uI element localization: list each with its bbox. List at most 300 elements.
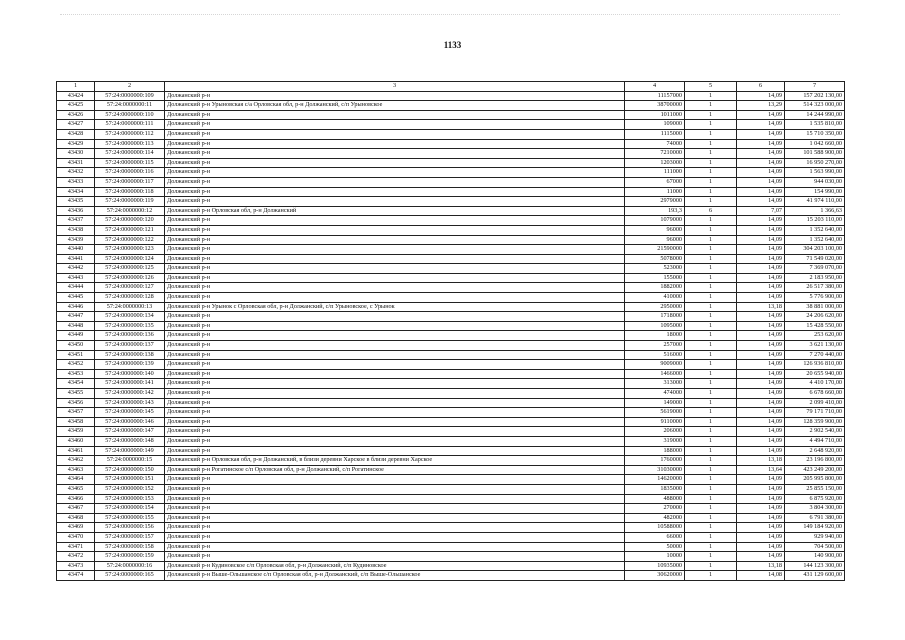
- group-cell: 1: [685, 379, 737, 389]
- row-number-cell: 43448: [57, 321, 95, 331]
- specific-value-cell: 14,09: [737, 283, 785, 293]
- table-row: [57, 120, 845, 130]
- group-cell: 1: [685, 427, 737, 437]
- row-number-cell: 43456: [57, 398, 95, 408]
- location-description-cell: Должанский р-н: [165, 350, 625, 360]
- area-cell: 7210000: [625, 149, 685, 159]
- group-cell: 1: [685, 456, 737, 466]
- group-cell: 1: [685, 475, 737, 485]
- location-description-cell: Должанский р-н: [165, 504, 625, 514]
- row-number-cell: 43454: [57, 379, 95, 389]
- location-description-cell: Должанский р-н: [165, 389, 625, 399]
- group-cell: 1: [685, 484, 737, 494]
- specific-value-cell: 14,09: [737, 552, 785, 562]
- table-row: [57, 532, 845, 542]
- cadastral-value-cell: 1 535 810,00: [785, 120, 845, 130]
- cadastral-value-cell: 25 855 150,00: [785, 484, 845, 494]
- area-cell: 30620000: [625, 571, 685, 581]
- area-cell: 523000: [625, 264, 685, 274]
- specific-value-cell: 14,09: [737, 360, 785, 370]
- table-row: [57, 129, 845, 139]
- specific-value-cell: 14,09: [737, 389, 785, 399]
- specific-value-cell: 14,09: [737, 532, 785, 542]
- table-row: [57, 264, 845, 274]
- table-row: [57, 139, 845, 149]
- area-cell: 10588000: [625, 523, 685, 533]
- group-cell: 1: [685, 187, 737, 197]
- cadastral-value-cell: 704 500,00: [785, 542, 845, 552]
- table-row: [57, 158, 845, 168]
- location-description-cell: Должанский р-н: [165, 341, 625, 351]
- row-number-cell: 43435: [57, 197, 95, 207]
- cadastral-number-cell: 57:24:0000000:139: [95, 360, 165, 370]
- table-row: [57, 369, 845, 379]
- cadastral-number-cell: 57:24:0000000:113: [95, 139, 165, 149]
- cadastral-number-cell: 57:24:0000000:157: [95, 532, 165, 542]
- row-number-cell: 43431: [57, 158, 95, 168]
- area-cell: 11000: [625, 187, 685, 197]
- area-cell: 410000: [625, 293, 685, 303]
- location-description-cell: Должанский р-н: [165, 235, 625, 245]
- specific-value-cell: 13,18: [737, 456, 785, 466]
- area-cell: 1203000: [625, 158, 685, 168]
- specific-value-cell: 14,09: [737, 542, 785, 552]
- location-description-cell: Должанский р-н: [165, 427, 625, 437]
- table-row: [57, 513, 845, 523]
- table-row: [57, 321, 845, 331]
- table-row: [57, 417, 845, 427]
- table-row: [57, 446, 845, 456]
- cadastral-number-cell: 57:24:0000000:109: [95, 91, 165, 101]
- row-number-cell: 43462: [57, 456, 95, 466]
- group-cell: 1: [685, 225, 737, 235]
- cadastral-number-cell: 57:24:0000000:15: [95, 456, 165, 466]
- cadastral-number-cell: 57:24:0000000:119: [95, 197, 165, 207]
- table-row: [57, 571, 845, 581]
- group-cell: 1: [685, 561, 737, 571]
- cadastral-value-cell: 15 203 110,00: [785, 216, 845, 226]
- table-row: [57, 379, 845, 389]
- table-row: [57, 293, 845, 303]
- table-row: [57, 561, 845, 571]
- area-cell: 2950000: [625, 302, 685, 312]
- table-row: [57, 350, 845, 360]
- area-cell: 74000: [625, 139, 685, 149]
- cadastral-number-cell: 57:24:0000000:152: [95, 484, 165, 494]
- location-description-cell: Должанский р-н: [165, 139, 625, 149]
- cadastral-value-cell: 6 791 380,00: [785, 513, 845, 523]
- table-row: [57, 360, 845, 370]
- table-row: [57, 398, 845, 408]
- cadastral-number-cell: 57:24:0000000:125: [95, 264, 165, 274]
- cadastral-value-cell: 7 270 440,00: [785, 350, 845, 360]
- group-cell: 1: [685, 293, 737, 303]
- table-header-row: [57, 82, 845, 92]
- group-cell: 1: [685, 494, 737, 504]
- location-description-cell: Должанский р-н: [165, 293, 625, 303]
- area-cell: 1115000: [625, 129, 685, 139]
- row-number-cell: 43439: [57, 235, 95, 245]
- specific-value-cell: 14,09: [737, 158, 785, 168]
- location-description-cell: Должанский р-н: [165, 225, 625, 235]
- cadastral-number-cell: 57:24:0000000:156: [95, 523, 165, 533]
- location-description-cell: Должанский р-н: [165, 187, 625, 197]
- cadastral-number-cell: 57:24:0000000:117: [95, 177, 165, 187]
- table-row: [57, 542, 845, 552]
- specific-value-cell: 14,09: [737, 446, 785, 456]
- area-cell: 31030000: [625, 465, 685, 475]
- location-description-cell: Должанский р-н: [165, 436, 625, 446]
- location-description-cell: Должанский р-н: [165, 283, 625, 293]
- group-cell: 1: [685, 417, 737, 427]
- row-number-cell: 43463: [57, 465, 95, 475]
- table-row: [57, 341, 845, 351]
- location-description-cell: Должанский р-н: [165, 149, 625, 159]
- area-cell: 10935000: [625, 561, 685, 571]
- cadastral-value-cell: 1 352 640,00: [785, 225, 845, 235]
- location-description-cell: Должанский р-н: [165, 542, 625, 552]
- table-row: [57, 91, 845, 101]
- area-cell: 2979000: [625, 197, 685, 207]
- row-number-cell: 43434: [57, 187, 95, 197]
- row-number-cell: 43453: [57, 369, 95, 379]
- table-row: [57, 225, 845, 235]
- specific-value-cell: 7,07: [737, 206, 785, 216]
- table-row: [57, 168, 845, 178]
- specific-value-cell: 14,09: [737, 504, 785, 514]
- row-number-cell: 43432: [57, 168, 95, 178]
- area-cell: 109000: [625, 120, 685, 130]
- table-row: [57, 389, 845, 399]
- cadastral-value-cell: 15 428 550,00: [785, 321, 845, 331]
- cadastral-number-cell: 57:24:0000000:136: [95, 331, 165, 341]
- group-cell: 1: [685, 408, 737, 418]
- specific-value-cell: 14,09: [737, 168, 785, 178]
- area-cell: 516000: [625, 350, 685, 360]
- cadastral-value-cell: 3 621 130,00: [785, 341, 845, 351]
- group-cell: 1: [685, 235, 737, 245]
- specific-value-cell: 14,09: [737, 350, 785, 360]
- specific-value-cell: 14,09: [737, 369, 785, 379]
- cadastral-value-cell: 1 366,63: [785, 206, 845, 216]
- group-cell: 1: [685, 254, 737, 264]
- row-number-cell: 43467: [57, 504, 95, 514]
- cadastral-value-cell: 14 244 990,00: [785, 110, 845, 120]
- area-cell: 11157000: [625, 91, 685, 101]
- area-cell: 313000: [625, 379, 685, 389]
- specific-value-cell: 14,09: [737, 408, 785, 418]
- cadastral-value-cell: 144 123 300,00: [785, 561, 845, 571]
- group-cell: 1: [685, 312, 737, 322]
- cadastral-value-cell: 2 183 950,00: [785, 273, 845, 283]
- specific-value-cell: 14,09: [737, 197, 785, 207]
- area-cell: 1095000: [625, 321, 685, 331]
- specific-value-cell: 14,09: [737, 264, 785, 274]
- specific-value-cell: 14,09: [737, 110, 785, 120]
- area-cell: 270000: [625, 504, 685, 514]
- row-number-cell: 43460: [57, 436, 95, 446]
- group-cell: 1: [685, 120, 737, 130]
- col-header-5: 5: [685, 82, 737, 92]
- cadastral-number-cell: 57:24:0000000:150: [95, 465, 165, 475]
- row-number-cell: 43468: [57, 513, 95, 523]
- group-cell: 1: [685, 273, 737, 283]
- group-cell: 1: [685, 302, 737, 312]
- group-cell: 1: [685, 216, 737, 226]
- cadastral-value-cell: 1 042 660,00: [785, 139, 845, 149]
- cadastral-value-cell: 944 030,00: [785, 177, 845, 187]
- group-cell: 1: [685, 158, 737, 168]
- cadastral-number-cell: 57:24:0000000:126: [95, 273, 165, 283]
- cadastral-value-cell: 6 875 920,00: [785, 494, 845, 504]
- cadastral-number-cell: 57:24:0000000:120: [95, 216, 165, 226]
- table-row: [57, 312, 845, 322]
- cadastral-number-cell: 57:24:0000000:127: [95, 283, 165, 293]
- cadastral-number-cell: 57:24:0000000:143: [95, 398, 165, 408]
- location-description-cell: Должанский р-н Кудиновское с/п Орловская обл, р-н Должанский, с/п Кудиновское: [165, 561, 625, 571]
- location-description-cell: Должанский р-н: [165, 321, 625, 331]
- location-description-cell: Должанский р-н Урынок с Орловская обл, р-н Должанский, с/п Урыновское, с Урынок: [165, 302, 625, 312]
- specific-value-cell: 14,09: [737, 312, 785, 322]
- row-number-cell: 43442: [57, 264, 95, 274]
- group-cell: 6: [685, 206, 737, 216]
- cadastral-value-cell: 126 936 810,00: [785, 360, 845, 370]
- specific-value-cell: 14,08: [737, 571, 785, 581]
- row-number-cell: 43443: [57, 273, 95, 283]
- table-row: [57, 216, 845, 226]
- row-number-cell: 43430: [57, 149, 95, 159]
- area-cell: 474000: [625, 389, 685, 399]
- location-description-cell: Должанский р-н: [165, 158, 625, 168]
- group-cell: 1: [685, 542, 737, 552]
- cadastral-number-cell: 57:24:0000000:12: [95, 206, 165, 216]
- cadastral-number-cell: 57:24:0000000:110: [95, 110, 165, 120]
- area-cell: 5078000: [625, 254, 685, 264]
- location-description-cell: Должанский р-н: [165, 254, 625, 264]
- area-cell: 14620000: [625, 475, 685, 485]
- cadastral-number-cell: 57:24:0000000:151: [95, 475, 165, 485]
- location-description-cell: Должанский р-н: [165, 523, 625, 533]
- location-description-cell: Должанский р-н Выше-Ольшанское с/п Орловская обл, р-н Должанский, с/п Выше-Ольшанское: [165, 571, 625, 581]
- table-row: [57, 456, 845, 466]
- cadastral-value-cell: 929 940,00: [785, 532, 845, 542]
- specific-value-cell: 14,09: [737, 225, 785, 235]
- row-number-cell: 43457: [57, 408, 95, 418]
- specific-value-cell: 14,09: [737, 331, 785, 341]
- location-description-cell: Должанский р-н: [165, 120, 625, 130]
- group-cell: 1: [685, 532, 737, 542]
- col-header-2: 2: [95, 82, 165, 92]
- table-row: [57, 283, 845, 293]
- cadastral-number-cell: 57:24:0000000:128: [95, 293, 165, 303]
- group-cell: 1: [685, 139, 737, 149]
- location-description-cell: Должанский р-н: [165, 494, 625, 504]
- group-cell: 1: [685, 341, 737, 351]
- location-description-cell: Должанский р-н: [165, 273, 625, 283]
- location-description-cell: Должанский р-н Рогатинское с/п Орловская обл, р-н Должанский, с/п Рогатинское: [165, 465, 625, 475]
- row-number-cell: 43458: [57, 417, 95, 427]
- row-number-cell: 43471: [57, 542, 95, 552]
- group-cell: 1: [685, 523, 737, 533]
- table-row: [57, 331, 845, 341]
- table-row: [57, 552, 845, 562]
- area-cell: 10000: [625, 552, 685, 562]
- table-row: [57, 523, 845, 533]
- row-number-cell: 43473: [57, 561, 95, 571]
- specific-value-cell: 14,09: [737, 235, 785, 245]
- cadastral-value-cell: 24 206 620,00: [785, 312, 845, 322]
- cadastral-number-cell: 57:24:0000000:154: [95, 504, 165, 514]
- row-number-cell: 43466: [57, 494, 95, 504]
- location-description-cell: Должанский р-н: [165, 360, 625, 370]
- location-description-cell: Должанский р-н: [165, 446, 625, 456]
- location-description-cell: Должанский р-н: [165, 177, 625, 187]
- group-cell: 1: [685, 571, 737, 581]
- cadastral-value-cell: 23 196 800,00: [785, 456, 845, 466]
- cadastral-number-cell: 57:24:0000000:165: [95, 571, 165, 581]
- row-number-cell: 43464: [57, 475, 95, 485]
- cadastral-number-cell: 57:24:0000000:121: [95, 225, 165, 235]
- cadastral-value-cell: 16 950 270,00: [785, 158, 845, 168]
- location-description-cell: Должанский р-н: [165, 532, 625, 542]
- area-cell: 96000: [625, 235, 685, 245]
- row-number-cell: 43428: [57, 129, 95, 139]
- area-cell: 188000: [625, 446, 685, 456]
- row-number-cell: 43424: [57, 91, 95, 101]
- area-cell: 9009000: [625, 360, 685, 370]
- row-number-cell: 43441: [57, 254, 95, 264]
- cadastral-number-cell: 57:24:0000000:13: [95, 302, 165, 312]
- cadastral-number-cell: 57:24:0000000:141: [95, 379, 165, 389]
- cadastral-value-cell: 205 995 800,00: [785, 475, 845, 485]
- table-row: [57, 494, 845, 504]
- cadastral-value-cell: 4 494 710,00: [785, 436, 845, 446]
- cadastral-number-cell: 57:24:0000000:140: [95, 369, 165, 379]
- specific-value-cell: 14,09: [737, 245, 785, 255]
- group-cell: 1: [685, 446, 737, 456]
- table-row: [57, 177, 845, 187]
- group-cell: 1: [685, 436, 737, 446]
- location-description-cell: Должанский р-н: [165, 312, 625, 322]
- table-row: [57, 110, 845, 120]
- table-row: [57, 484, 845, 494]
- table-row: [57, 465, 845, 475]
- cadastral-number-cell: 57:24:0000000:135: [95, 321, 165, 331]
- group-cell: 1: [685, 398, 737, 408]
- specific-value-cell: 14,09: [737, 91, 785, 101]
- cadastral-number-cell: 57:24:0000000:155: [95, 513, 165, 523]
- location-description-cell: Должанский р-н: [165, 129, 625, 139]
- location-description-cell: Должанский р-н: [165, 379, 625, 389]
- specific-value-cell: 14,09: [737, 427, 785, 437]
- row-number-cell: 43444: [57, 283, 95, 293]
- area-cell: 38700000: [625, 101, 685, 111]
- area-cell: 21590000: [625, 245, 685, 255]
- area-cell: 67000: [625, 177, 685, 187]
- cadastral-number-cell: 57:24:0000000:145: [95, 408, 165, 418]
- specific-value-cell: 13,18: [737, 561, 785, 571]
- area-cell: 1760000: [625, 456, 685, 466]
- group-cell: 1: [685, 245, 737, 255]
- table-row: [57, 197, 845, 207]
- table-body: [57, 91, 845, 580]
- specific-value-cell: 13,64: [737, 465, 785, 475]
- area-cell: 1011000: [625, 110, 685, 120]
- cadastral-number-cell: 57:24:0000000:118: [95, 187, 165, 197]
- cadastral-value-cell: 4 410 170,00: [785, 379, 845, 389]
- cadastral-value-cell: 101 588 900,00: [785, 149, 845, 159]
- area-cell: 482000: [625, 513, 685, 523]
- specific-value-cell: 13,18: [737, 302, 785, 312]
- specific-value-cell: 14,09: [737, 475, 785, 485]
- row-number-cell: 43470: [57, 532, 95, 542]
- area-cell: 257000: [625, 341, 685, 351]
- cadastral-number-cell: 57:24:0000000:111: [95, 120, 165, 130]
- group-cell: 1: [685, 177, 737, 187]
- table-row: [57, 245, 845, 255]
- specific-value-cell: 14,09: [737, 129, 785, 139]
- cadastral-number-cell: 57:24:0000000:138: [95, 350, 165, 360]
- group-cell: 1: [685, 110, 737, 120]
- group-cell: 1: [685, 283, 737, 293]
- location-description-cell: Должанский р-н: [165, 408, 625, 418]
- specific-value-cell: 14,09: [737, 398, 785, 408]
- cadastral-value-cell: 157 202 130,00: [785, 91, 845, 101]
- area-cell: 66000: [625, 532, 685, 542]
- group-cell: 1: [685, 513, 737, 523]
- cadastral-value-cell: 253 620,00: [785, 331, 845, 341]
- cadastral-number-cell: 57:24:0000000:159: [95, 552, 165, 562]
- location-description-cell: Должанский р-н: [165, 91, 625, 101]
- cadastral-value-table: [56, 81, 845, 581]
- group-cell: 1: [685, 91, 737, 101]
- location-description-cell: Должанский р-н: [165, 245, 625, 255]
- specific-value-cell: 14,09: [737, 177, 785, 187]
- group-cell: 1: [685, 350, 737, 360]
- cadastral-number-cell: 57:24:0000000:146: [95, 417, 165, 427]
- location-description-cell: Должанский р-н: [165, 168, 625, 178]
- cadastral-number-cell: 57:24:0000000:148: [95, 436, 165, 446]
- area-cell: 206000: [625, 427, 685, 437]
- col-header-4: 4: [625, 82, 685, 92]
- specific-value-cell: 14,09: [737, 417, 785, 427]
- specific-value-cell: 14,09: [737, 484, 785, 494]
- specific-value-cell: 14,09: [737, 187, 785, 197]
- specific-value-cell: 13,29: [737, 101, 785, 111]
- cadastral-value-cell: 41 974 110,00: [785, 197, 845, 207]
- cadastral-value-cell: 423 249 200,00: [785, 465, 845, 475]
- location-description-cell: Должанский р-н: [165, 475, 625, 485]
- location-description-cell: Должанский р-н Орловская обл, р-н Должанский: [165, 206, 625, 216]
- group-cell: 1: [685, 331, 737, 341]
- cadastral-value-cell: 431 129 600,00: [785, 571, 845, 581]
- location-description-cell: Должанский р-н: [165, 369, 625, 379]
- cadastral-value-cell: 149 184 920,00: [785, 523, 845, 533]
- group-cell: 1: [685, 465, 737, 475]
- group-cell: 1: [685, 552, 737, 562]
- group-cell: 1: [685, 168, 737, 178]
- cadastral-value-cell: 79 171 710,00: [785, 408, 845, 418]
- cadastral-number-cell: 57:24:0000000:147: [95, 427, 165, 437]
- cadastral-number-cell: 57:24:0000000:142: [95, 389, 165, 399]
- table-row: [57, 149, 845, 159]
- specific-value-cell: 14,09: [737, 139, 785, 149]
- col-header-7: 7: [785, 82, 845, 92]
- area-cell: 1835000: [625, 484, 685, 494]
- cadastral-value-cell: 304 203 100,00: [785, 245, 845, 255]
- row-number-cell: 43438: [57, 225, 95, 235]
- area-cell: 488000: [625, 494, 685, 504]
